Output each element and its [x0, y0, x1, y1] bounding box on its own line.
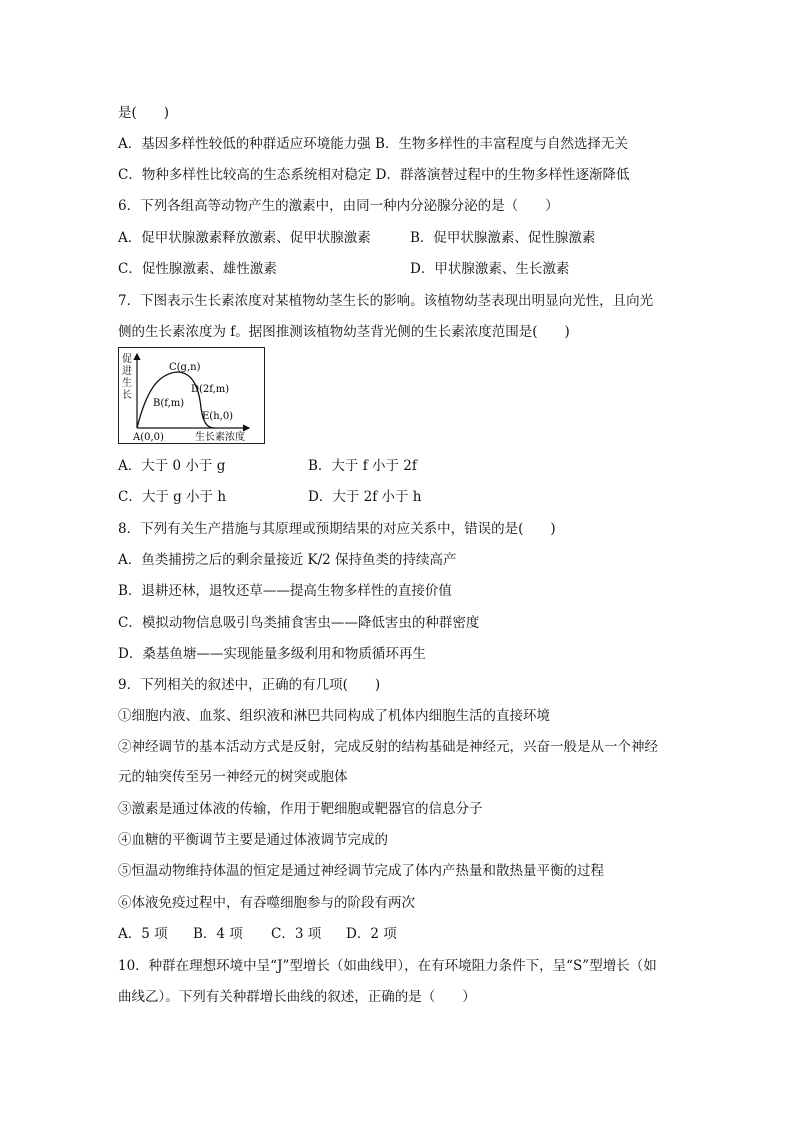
question-stem-tail: 是( ): [118, 105, 170, 121]
question-6-option-a: A．促甲状腺激素释放激素、促甲状腺激素: [118, 230, 371, 246]
question-9-stem: 9．下列相关的叙述中，正确的有几项( ): [118, 677, 381, 693]
point-a-label: A(0,0): [133, 432, 164, 443]
question-9-statement-2-cont: 元的轴突传至另一神经元的树突或胞体: [118, 769, 348, 785]
question-8-stem: 8．下列有关生产措施与其原理或预期结果的对应关系中，错误的是( ): [118, 521, 556, 537]
question-10-stem-line1: 10．种群在理想环境中呈“J”型增长（如曲线甲），在有环境阻力条件下，呈“S”型增长（如: [118, 958, 657, 974]
x-axis-label: 生长素浓度: [195, 432, 245, 443]
question-9-statement-1: ①细胞内液、血浆、组织液和淋巴共同构成了机体内细胞生活的直接环境: [118, 708, 550, 724]
point-e-label: E(h,0): [202, 411, 234, 422]
question-8-option-c: C．模拟动物信息吸引鸟类捕食害虫——降低害虫的种群密度: [118, 615, 480, 631]
question-8-option-b: B．退耕还林，退牧还草——提高生物多样性的直接价值: [118, 583, 452, 599]
question-7-stem-line1: 7．下图表示生长素浓度对某植物幼茎生长的影响。该植物幼茎表现出明显向光性，且向光: [118, 293, 654, 309]
option-row-ab: A．基因多样性较低的种群适应环境能力强 B．生物多样性的丰富程度与自然选择无关: [118, 136, 628, 152]
question-8-option-d: D．桑基鱼塘——实现能量多级利用和物质循环再生: [118, 646, 426, 662]
question-8-option-a: A．鱼类捕捞之后的剩余量接近 K/2 保持鱼类的持续高产: [118, 552, 457, 568]
question-9-statement-4: ④血糖的平衡调节主要是通过体液调节完成的: [118, 832, 388, 848]
question-6-option-b: B．促甲状腺激素、促性腺激素: [410, 230, 596, 246]
question-6-option-c: C．促性腺激素、雄性激素: [118, 261, 277, 277]
question-6-stem: 6．下列各组高等动物产生的激素中，由同一种内分泌腺分泌的是（ ）: [118, 198, 559, 214]
question-9-option-b: B．4 项: [193, 926, 243, 942]
option-row-cd: C．物种多样性比较高的生态系统相对稳定 D．群落演替过程中的生物多样性逐渐降低: [118, 167, 630, 183]
point-c-label: C(g,n): [169, 362, 201, 373]
question-9-option-a: A．5 项: [118, 926, 168, 942]
question-7-option-c: C．大于 g 小于 h: [118, 489, 227, 505]
point-b-label: B(f,m): [153, 398, 185, 409]
question-9-option-d: D．2 项: [346, 926, 397, 942]
question-6-option-d: D．甲状腺激素、生长激素: [410, 261, 570, 277]
question-7-option-d: D．大于 2f 小于 h: [308, 489, 422, 505]
question-9-option-c: C．3 项: [271, 926, 322, 942]
question-9-statement-3: ③激素是通过体液的传输，作用于靶细胞或靶器官的信息分子: [118, 801, 483, 817]
point-d-label: D(2f,m): [191, 384, 230, 395]
question-7-option-a: A．大于 0 小于 g: [118, 458, 226, 474]
question-7-option-b: B．大于 f 小于 2f: [308, 458, 417, 474]
question-7-stem-line2: 侧的生长素浓度为 f。据图推测该植物幼茎背光侧的生长素浓度范围是( ): [118, 324, 570, 340]
auxin-curve-svg: [119, 348, 264, 443]
question-9-statement-2: ②神经调节的基本活动方式是反射，完成反射的结构基础是神经元，兴奋一般是从一个神经: [118, 739, 658, 755]
question-9-statement-5: ⑤恒温动物维持体温的恒定是通过神经调节完成了体内产热量和散热量平衡的过程: [118, 863, 604, 879]
auxin-growth-figure: [118, 347, 265, 444]
question-9-statement-6: ⑥体液免疫过程中，有吞噬细胞参与的阶段有两次: [118, 895, 415, 911]
y-axis-label: 促 进 生 长: [122, 354, 132, 401]
question-10-stem-line2: 曲线乙）。下列有关种群增长曲线的叙述，正确的是（ ）: [118, 989, 476, 1005]
